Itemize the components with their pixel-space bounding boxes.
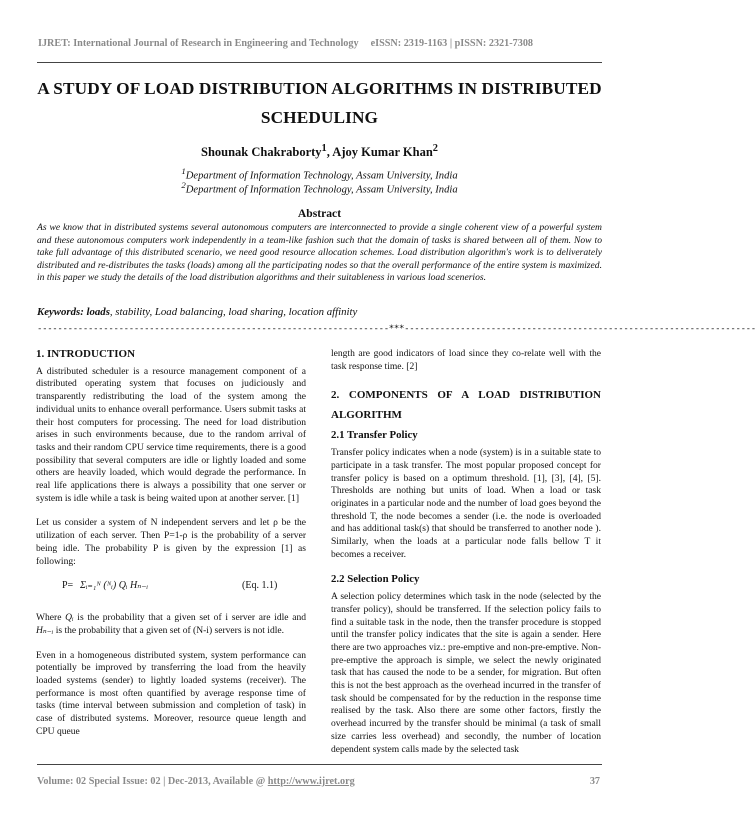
text-run: Where <box>36 612 66 624</box>
author-list <box>37 143 602 160</box>
subsection-heading-transfer-policy: 2.1 Transfer Policy <box>331 429 418 442</box>
body-paragraph: A distributed scheduler is a resource management component of a distributed operating system that focuses on judiciously and transparently redistributing the load of the system among the individual units to enhance overall performance. Users submit tasks at their host computers for processing. The need for load distribution arises in such environments because, due to the random arrival of tasks and their random CPU service time requirements, there is a good possibility that several computers are idle or lightly loaded and some others are heavily loaded, which would degrade the performance. In real life applications there is always a possibility that one server or system is idle while a task is being waited upon at another server. [1] <box>36 365 306 504</box>
affiliation-marker: 1 <box>181 166 186 176</box>
affiliation-marker: 2 <box>181 180 186 190</box>
footer-rule <box>37 764 602 765</box>
keywords <box>37 306 602 318</box>
issn: eISSN: 2319-1163 | pISSN: 2321-7308 <box>370 38 534 49</box>
journal-link[interactable]: http://www.ijret.org <box>267 776 355 787</box>
abstract-text: As we know that in distributed systems several autonomous computers are interconnected to provide a single coherent view of a powerful system and these autonomous computers work independently in a team-like fashion such that the domain of tasks is shared between all of them. Now to take full advantage of this distributed scenario, we need good resource allocation schemes. Load distribution algorithm's work is to deliverately distributed and re-distributes the tasks (loads) among all the participating nodes so that the overall performance of the entire system is maximized. in this paper we study the details of the load distribution algorithms and their suitableness in various load scenerios. <box>37 222 602 283</box>
body-paragraph: length are good indicators of load since they co-relate well with the task response time. [2] <box>331 348 601 372</box>
running-header <box>38 38 600 49</box>
math-symbol: Hₙ₋ᵢ <box>36 624 54 636</box>
left-column <box>36 348 306 751</box>
author-name: Ajoy Kumar Khan <box>332 145 433 160</box>
body-paragraph: A selection policy determines which task in the node (selected by the transfer policy), should be transferred. If the selection policy fails to find a suitable task in the node, then the transfer procedure is stopped until the transfer policy indicates that the site is again a sender. Here there are two approaches viz.: pre-emptive and non-pre-emptive. Non-pre-emptive the approach is simple, we select the newly originated task that has caused the node to be a sender, for migration. But often this is not the best approach as the overhead incurred in the transfer of task should be compensated for by the reduction in the response time realised by the task. Also there are some other factors, firstly the overhead incurred by the transfer should be minimal (a task of small size carries less overhead) and secondly, the number of location dependent system calls made by the selected task <box>331 591 601 755</box>
equation-label: (Eq. 1.1) <box>242 580 278 592</box>
section-heading-components: 2. COMPONENTS OF A LOAD DISTRIBUTION ALGORITHM <box>331 389 601 422</box>
affiliation-text: Department of Information Technology, Assam University, India <box>185 170 458 182</box>
keywords-label: Keywords: <box>37 306 84 318</box>
keywords-list: , stability, Load balancing, load sharing, location affinity <box>109 306 358 318</box>
body-paragraph <box>36 612 306 637</box>
affiliation <box>37 180 602 196</box>
page-footer <box>37 776 602 787</box>
text-run: is the probability that a given set of i server are idle and <box>73 612 306 624</box>
body-paragraph: Let us consider a system of N independent servers and let ρ be the utilization of each server. Then P=1-ρ is the probability of a server being idle. The probability P is given by the expression [1] as following: <box>36 517 306 567</box>
subsection-heading-selection-policy: 2.2 Selection Policy <box>331 573 420 586</box>
section-divider: ---------------------------------------------------------------------***--------------------------------------------------------------------- <box>37 324 756 334</box>
affiliation-text: Department of Information Technology, Assam University, India <box>185 184 458 196</box>
keyword-first: loads <box>86 306 110 318</box>
math-symbol: Qᵢ <box>65 612 74 624</box>
equation <box>36 580 306 594</box>
body-paragraph: Even in a homogeneous distributed system, system performance can potentially be improved by transferring the load from the heavily loaded systems (sender) to lightly loaded systems (receiver). The performance is most often quantified by average response time of tasks (time interval between submission and completion of task) in case of distributed systems. Moreover, resource queue length and CPU queue <box>36 649 306 737</box>
author-separator: , <box>326 145 333 160</box>
author-affiliation-marker: 2 <box>432 143 438 154</box>
abstract-heading: Abstract <box>297 207 342 220</box>
paper-title: A STUDY OF LOAD DISTRIBUTION ALGORITHMS IN DISTRIBUTED SCHEDULING <box>37 79 602 127</box>
author-affiliation-marker: 1 <box>321 143 327 154</box>
section-heading-introduction: 1. INTRODUCTION <box>36 348 136 360</box>
page-number: 37 <box>589 776 600 787</box>
text-run: is the probability that a given set of (N-i) servers is not idle. <box>53 624 284 636</box>
right-column <box>331 348 601 768</box>
header-rule <box>37 62 602 63</box>
body-paragraph: Transfer policy indicates when a node (system) is in a suitable state to participate in a task transfer. The most popular proposed concept for transfer policy is based on a optimum threshold. [1], [3], [4], [5]. Thresholds are nothing but units of load. When a load or task originates in a particular node and the number of load goes beyond the threshold T, the node becomes a sender (i.e. the node is overloaded and has additional task(s) that should be transferred to another node ). Similarly, when the loads at a particular node falls bellow T it becomes a receiver. <box>331 447 601 560</box>
journal-name: IJRET: International Journal of Research in Engineering and Technology <box>38 38 359 49</box>
author-name: Shounak Chakraborty <box>201 145 322 160</box>
equation-rhs: Σᵢ₌₁ᴺ (ᴺᵢ) Qᵢ Hₙ₋ᵢ <box>80 580 149 592</box>
footer-volume: Volume: 02 Special Issue: 02 | Dec-2013, Available @ <box>37 776 268 787</box>
equation-lhs: P= <box>62 580 74 592</box>
